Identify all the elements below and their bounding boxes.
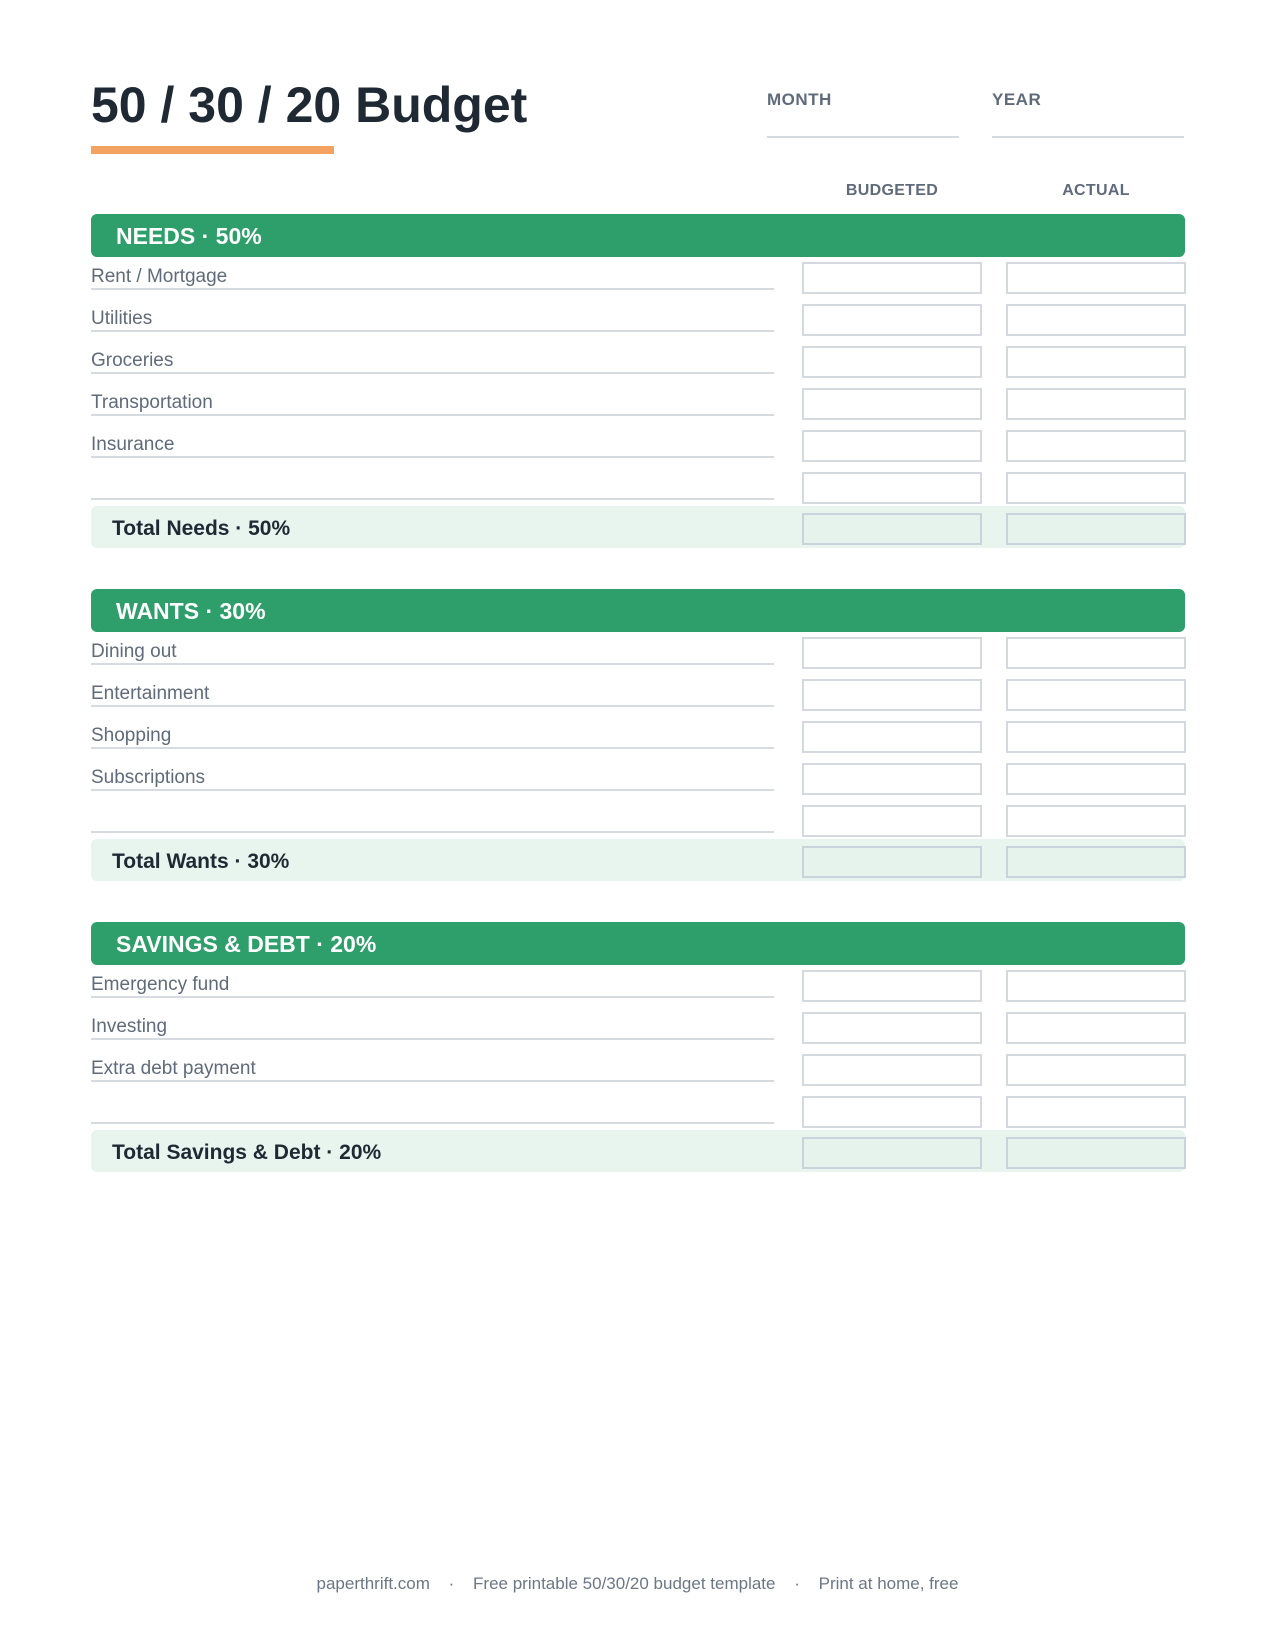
savings-item-rule	[91, 1080, 774, 1082]
savings-actual-input[interactable]	[1006, 1096, 1186, 1128]
budgeted-column-header: BUDGETED	[845, 182, 939, 199]
savings-section-header	[91, 922, 1185, 965]
needs-item-rule	[91, 456, 774, 458]
wants-section-header	[91, 589, 1185, 632]
needs-budgeted-input[interactable]	[802, 304, 982, 336]
savings-budgeted-input[interactable]	[802, 1012, 982, 1044]
needs-item-label: Transportation	[91, 392, 213, 413]
wants-section-title: WANTS · 30%	[116, 598, 266, 624]
savings-item-label: Emergency fund	[91, 974, 230, 995]
needs-item-rule	[91, 498, 774, 500]
savings-budgeted-input[interactable]	[802, 970, 982, 1002]
wants-budgeted-input[interactable]	[802, 721, 982, 753]
footer-description: Free printable 50/30/20 budget template	[473, 1574, 776, 1593]
needs-actual-input[interactable]	[1006, 472, 1186, 504]
savings-item-rule	[91, 1038, 774, 1040]
savings-item-rule	[91, 1122, 774, 1124]
savings-item-label: Extra debt payment	[91, 1058, 256, 1079]
needs-item-label: Utilities	[91, 308, 153, 329]
needs-item-label: Insurance	[91, 434, 175, 455]
wants-item-label: Dining out	[91, 641, 177, 662]
needs-budgeted-input[interactable]	[802, 430, 982, 462]
wants-item-label: Subscriptions	[91, 767, 206, 788]
savings-budgeted-input[interactable]	[802, 1096, 982, 1128]
savings-actual-input[interactable]	[1006, 1054, 1186, 1086]
savings-budgeted-input[interactable]	[802, 1054, 982, 1086]
wants-total-actual-input[interactable]	[1006, 846, 1186, 878]
savings-total-label: Total Savings & Debt · 20%	[112, 1141, 382, 1164]
savings-section-title: SAVINGS & DEBT · 20%	[116, 931, 377, 957]
needs-item-rule	[91, 372, 774, 374]
wants-item-rule	[91, 747, 774, 749]
needs-actual-input[interactable]	[1006, 430, 1186, 462]
needs-section-title: NEEDS · 50%	[116, 223, 262, 249]
wants-item-label: Shopping	[91, 725, 172, 746]
month-label: MONTH	[767, 90, 832, 109]
needs-item-label: Rent / Mortgage	[91, 266, 228, 287]
wants-total-budgeted-input[interactable]	[802, 846, 982, 878]
wants-total-label: Total Wants · 30%	[112, 850, 290, 873]
needs-budgeted-input[interactable]	[802, 346, 982, 378]
needs-actual-input[interactable]	[1006, 304, 1186, 336]
needs-total-budgeted-input[interactable]	[802, 513, 982, 545]
savings-total-actual-input[interactable]	[1006, 1137, 1186, 1169]
savings-total-budgeted-input[interactable]	[802, 1137, 982, 1169]
footer-separator: ·	[794, 1574, 800, 1593]
wants-budgeted-input[interactable]	[802, 679, 982, 711]
needs-item-rule	[91, 414, 774, 416]
needs-item-label: Groceries	[91, 350, 174, 371]
savings-actual-input[interactable]	[1006, 970, 1186, 1002]
wants-actual-input[interactable]	[1006, 763, 1186, 795]
wants-actual-input[interactable]	[1006, 805, 1186, 837]
wants-item-rule	[91, 705, 774, 707]
savings-actual-input[interactable]	[1006, 1012, 1186, 1044]
wants-actual-input[interactable]	[1006, 637, 1186, 669]
needs-actual-input[interactable]	[1006, 346, 1186, 378]
wants-item-rule	[91, 663, 774, 665]
needs-section-header	[91, 214, 1185, 257]
title-underline	[91, 146, 334, 154]
savings-item-label: Investing	[91, 1016, 168, 1037]
wants-budgeted-input[interactable]	[802, 763, 982, 795]
wants-item-label: Entertainment	[91, 683, 210, 704]
footer-note: Print at home, free	[818, 1574, 959, 1593]
needs-total-label: Total Needs · 50%	[112, 517, 291, 540]
wants-actual-input[interactable]	[1006, 679, 1186, 711]
year-field[interactable]	[992, 136, 1184, 138]
needs-item-rule	[91, 330, 774, 332]
savings-item-rule	[91, 996, 774, 998]
needs-budgeted-input[interactable]	[802, 472, 982, 504]
needs-budgeted-input[interactable]	[802, 262, 982, 294]
needs-actual-input[interactable]	[1006, 388, 1186, 420]
actual-column-header: ACTUAL	[1062, 182, 1130, 199]
page-footer	[0, 1574, 1275, 1594]
wants-budgeted-input[interactable]	[802, 805, 982, 837]
wants-budgeted-input[interactable]	[802, 637, 982, 669]
page-title: 50 / 30 / 20 Budget	[91, 77, 528, 133]
wants-item-rule	[91, 831, 774, 833]
needs-budgeted-input[interactable]	[802, 388, 982, 420]
needs-actual-input[interactable]	[1006, 262, 1186, 294]
year-label: YEAR	[992, 90, 1042, 109]
month-field[interactable]	[767, 136, 959, 138]
wants-actual-input[interactable]	[1006, 721, 1186, 753]
needs-total-actual-input[interactable]	[1006, 513, 1186, 545]
wants-item-rule	[91, 789, 774, 791]
needs-item-rule	[91, 288, 774, 290]
footer-separator: ·	[448, 1574, 455, 1593]
footer-site-link[interactable]: paperthrift.com	[316, 1574, 430, 1593]
